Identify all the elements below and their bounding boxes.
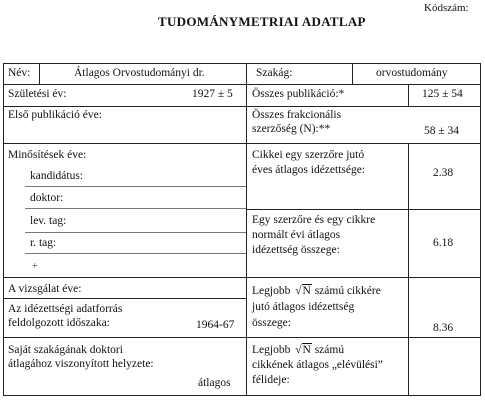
sqrt-symbol: √N (295, 285, 311, 297)
entry-rule (25, 253, 246, 254)
qualifications-label: Minősítések éve: (8, 149, 87, 161)
table-right-border (480, 63, 481, 396)
birth-year-value: 1927 ± 5 (192, 88, 233, 100)
sqrt-radicand: N (302, 285, 311, 297)
cell-divider (39, 63, 40, 84)
sqrt-symbol: √N (295, 344, 311, 356)
row-rule (3, 337, 481, 338)
aging-label-2: cikkének átlagos „elévülési” (252, 359, 383, 371)
cell-divider (408, 84, 409, 106)
citations-per-author-value: 2.38 (433, 167, 454, 179)
fractional-authorship-value: 58 ± 34 (424, 125, 460, 137)
name-value: Átlagos Orvostudományi dr. (74, 67, 205, 79)
data-source-label-2: feldolgozott időszaka: (8, 317, 110, 329)
plus-mark: + (32, 261, 38, 272)
row-rule (246, 209, 481, 210)
cell-divider (352, 63, 353, 84)
own-field-label-2: átlagához viszonyított helyzete: (8, 358, 154, 370)
fractional-authorship-label-1: Összes frakcionális (252, 109, 342, 121)
entry-rule (25, 186, 246, 187)
row-rule (3, 143, 481, 144)
entry-rule (25, 232, 246, 233)
row-rule (3, 63, 481, 64)
normalized-label-3: idézettség összege: (252, 244, 340, 256)
row-rule (3, 298, 247, 299)
best-articles-label-1 (252, 286, 381, 298)
sqrt-radicand: N (302, 344, 311, 356)
aging-prefix: Legjobb (252, 344, 291, 356)
birth-year-label: Születési év: (8, 88, 67, 100)
kandidatus-label: kandidátus: (30, 170, 84, 182)
normalized-value: 6.18 (433, 237, 454, 249)
data-source-value: 1964-67 (196, 319, 235, 331)
cell-divider (408, 143, 409, 396)
best-articles-value: 8.36 (433, 322, 454, 334)
name-label: Név: (8, 67, 31, 79)
best-articles-label-3: összege: (252, 317, 291, 329)
lev-tag-label: lev. tag: (30, 215, 67, 227)
aging-label-3: félideje: (252, 374, 290, 386)
entry-rule (25, 208, 246, 209)
fractional-authorship-label-2: szerzőség (N):** (252, 123, 331, 135)
own-field-value: átlagos (198, 377, 231, 389)
field-value: orvostudomány (376, 67, 448, 79)
table-middle-divider (246, 63, 247, 396)
aging-label-1 (252, 345, 344, 357)
citations-per-author-label-2: éves átlagos idézettsége: (252, 164, 366, 176)
normalized-label-1: Egy szerzőre és egy cikkre (252, 214, 376, 226)
total-publications-label: Összes publikáció:* (252, 88, 345, 100)
r-tag-label: r. tag: (30, 237, 57, 249)
normalized-label-2: normált évi átlagos (252, 229, 341, 241)
total-publications-value: 125 ± 54 (422, 88, 463, 100)
data-source-label-1: Az idézettségi adatforrás (8, 303, 123, 315)
aging-suffix: számú (314, 344, 345, 356)
table-left-border (3, 63, 4, 396)
table-bottom-border (3, 395, 481, 396)
own-field-label-1: Saját szakágának doktori (8, 344, 123, 356)
doktor-label: doktor: (30, 192, 64, 204)
best-articles-prefix: Legjobb (252, 285, 291, 297)
row-rule (3, 277, 481, 278)
field-label: Szakág: (256, 67, 293, 79)
first-publication-label: Első publikáció éve: (8, 109, 102, 121)
code-number-label: Kódszám: (424, 2, 469, 14)
row-rule (3, 106, 481, 107)
page-title: TUDOMÁNYMETRIAI ADATLAP (158, 14, 366, 29)
citations-per-author-label-1: Cikkei egy szerzőre jutó (252, 149, 365, 161)
best-articles-suffix: számú cikkére (314, 285, 381, 297)
row-rule (3, 84, 481, 85)
exam-year-label: A vizsgálat éve: (8, 283, 82, 295)
best-articles-label-2: jutó átlagos idézettség (252, 301, 355, 313)
